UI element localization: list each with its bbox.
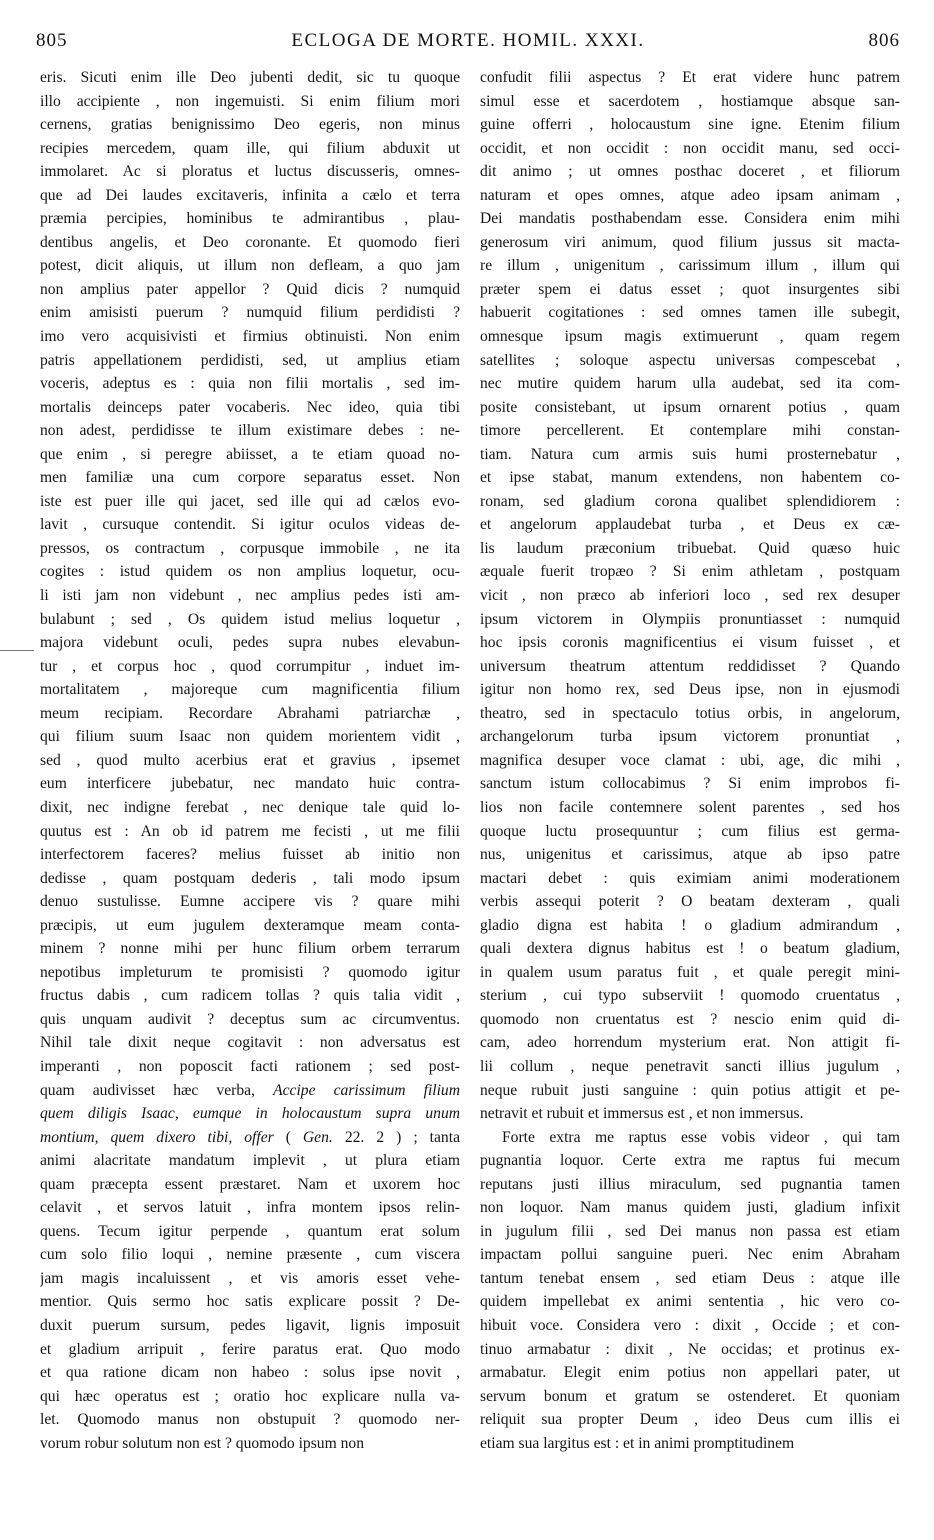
page-header xyxy=(36,30,900,60)
text-line: voceris, adeptus es : quia non filii mortalis , sed im- xyxy=(40,375,460,393)
text-line: Forte extra me raptus esse vobis videor , qui tam xyxy=(502,1128,900,1146)
text-line: gladio digna est habita ! o gladium admirandum , xyxy=(480,916,900,934)
text-line: qui filium suum Isaac non quidem morientem vidit , xyxy=(40,728,460,746)
text-line: simul esse et sacerdotem , hostiamque absque san- xyxy=(480,92,900,110)
text-line: eum interficere jubebatur, nec mandato huic contra- xyxy=(40,775,460,793)
text-line: reputans justi illius miraculum, sed pugnantia tamen xyxy=(480,1175,900,1193)
text-line: guine offerri , holocaustum sine igne. Etenim filium xyxy=(480,116,900,134)
text-line: theatro, sed in spectaculo totius orbis, in angelorum, xyxy=(480,704,900,722)
text-line: nus, unigenitus et carissimus, atque ab ipso patre xyxy=(480,846,900,864)
text-line: iste est puer ille qui jacet, sed ille qui ad cælos evo- xyxy=(40,492,460,510)
text-line: immolaret. Ac si ploratus et luctus discusseris, omnes- xyxy=(40,163,460,181)
text-line: hibuit voce. Considera vero : dixit , Occide ; et con- xyxy=(480,1316,900,1334)
text-line: non loquor. Nam manus quidem justi, gladium infixit xyxy=(480,1199,900,1217)
text-line: impactam pollui sanguine pueri. Nec enim Abraham xyxy=(480,1246,900,1264)
text-line: in jugulum filii , sed Dei manus non passa est etiam xyxy=(480,1222,900,1240)
text-line: Dei mandatis posthabendam esse. Considera enim mihi xyxy=(480,210,900,228)
text-line: jam magis incaluissent , et vis amoris esset vehe- xyxy=(40,1269,460,1287)
text-line: mortalis deinceps pater vocaberis. Nec ideo, quia tibi xyxy=(40,398,460,416)
text-line: æquale fuerit tropæo ? Si enim athletam , postquam xyxy=(480,563,900,581)
text-line: præmia percipies, hominibus te admirantibus , plau- xyxy=(40,210,460,228)
text-line: potest, dicit aliquis, ut illum non defleam, a quo jam xyxy=(40,257,460,275)
text-line: generosum viri animum, quod filium jussus sit macta- xyxy=(480,233,900,251)
text-line: minem ? nonne mihi per hunc filium orbem terrarum xyxy=(40,940,460,958)
text-line: re illum , unigenitum , carissimum illum , illum qui xyxy=(480,257,900,275)
text-line: duxit puerum sursum, pedes ligavit, lignis imposuit xyxy=(40,1316,460,1334)
text-line: denuo sustulisse. Eumne accipere vis ? quare mihi xyxy=(40,893,460,911)
text-line: eris. Sicuti enim ille Deo jubenti dedit, sic tu quoque xyxy=(40,69,460,86)
text-line: imperanti , non poposcit facti rationem ; sed post- xyxy=(40,1057,460,1075)
text-line: satellites ; soloque aspectu universas compescebat , xyxy=(480,351,900,369)
text-line: sanctum istum collocabimus ? Si enim improbos fi- xyxy=(480,775,900,793)
text-line: netravit et rubuit et immersus est , et non immersus. xyxy=(480,1105,804,1123)
text-line: lavit , cursuque contendit. Si igitur oculos videas de- xyxy=(40,516,460,534)
text-line: quens. Tecum igitur perpende , quantum erat solum xyxy=(40,1222,460,1240)
text-line: lii collum , neque penetravit sancti illius jugulum , xyxy=(480,1057,900,1075)
text-line: vicit , non præco ab inferiori loco , sed rex desuper xyxy=(480,587,900,605)
text-line: præter spem ei datus esset ; quot insurgentes sibi xyxy=(480,280,900,298)
text-line: verbis assequi poterit ? O beatam dexteram , quali xyxy=(480,893,900,911)
text-line: cum solo filio loqui , nemine præsente , cum viscera xyxy=(40,1246,460,1264)
text-line: Nihil tale dixit neque cogitavit : non adversatus est xyxy=(40,1034,460,1052)
text-line: tantum tenebat ensem , sed etiam Deus : atque ille xyxy=(480,1269,900,1287)
text-line: quam præcepta essent præstaret. Nam et uxorem hoc xyxy=(40,1175,460,1193)
text-line: dedisse , quam postquam dederis , tali modo ipsum xyxy=(40,869,460,887)
text-line: interfectorem faceres? melius fuisset ab initio non xyxy=(40,846,460,864)
text-line: fructus dabis , cum radicem tollas ? quis talia vidit , xyxy=(40,987,460,1005)
text-line: mactari debet : quis eximiam animi moderationem xyxy=(480,869,900,887)
text-line: non adest, perdidisse te illum existimare debes : ne- xyxy=(40,422,460,440)
text-line: tinuo armabatur : dixit , Ne occidas; et protinus ex- xyxy=(480,1340,900,1358)
text-line: timore percellerent. Et contemplare mihi constan- xyxy=(480,422,900,440)
text-line: dixit, nec indigne ferebat , nec denique tale quid lo- xyxy=(40,798,460,816)
text-line: enim amisisti puerum ? numquid filium perdidisti ? xyxy=(40,304,460,322)
text-line: let. Quomodo manus non obstupuit ? quomodo ner- xyxy=(40,1411,460,1429)
text-line: servum bonum et gratum se ostenderet. Et quoniam xyxy=(480,1387,900,1405)
text-line: occidit, et non occidit : non occidit manu, sed occi- xyxy=(480,139,900,157)
left-column xyxy=(40,66,460,1455)
text-line: recipies mercedem, quam ille, qui filium abduxit ut xyxy=(40,139,460,157)
text-line: universum theatrum attentum reddidisset ? Quando xyxy=(480,657,900,675)
text-line: montium, quem dixero tibi, offer ( Gen. 22. 2 ) ; tanta xyxy=(40,1128,460,1146)
text-line: quem diligis Isaac, eumque in holocaustum supra unum xyxy=(40,1105,460,1123)
text-line: tur , et corpus hoc , quod corrumpitur , induet im- xyxy=(40,657,460,675)
text-line: cernens, gratias benignissimo Deo egeris, non minus xyxy=(40,116,460,134)
text-line: naturam et opes omnes, atque adeo ipsam animam , xyxy=(480,186,900,204)
text-line: que enim , si peregre abiisset, a te etiam quoad no- xyxy=(40,445,460,463)
text-line: animi alacritate mandatum implevit , ut plura etiam xyxy=(40,1152,460,1170)
text-line: et qua ratione dicam non habeo : solus ipse novit , xyxy=(40,1364,460,1382)
text-line: quidem impellebat ex animi sententia , hic vero co- xyxy=(480,1293,900,1311)
text-line: qui hæc operatus est ; oratio hoc explicare nulla va- xyxy=(40,1387,460,1405)
text-line: archangelorum turba ipsum victorem pronuntiat , xyxy=(480,728,900,746)
text-line: nec mutire quidem harum ulla audebat, sed ita com- xyxy=(480,375,900,393)
text-line: vorum robur solutum non est ? quomodo ipsum non xyxy=(40,1434,364,1452)
page-number-left: 805 xyxy=(36,30,68,51)
text-line: quam audivisset hæc verba, Accipe carissimum filium xyxy=(40,1081,460,1099)
page-number-right: 806 xyxy=(868,30,900,51)
right-column xyxy=(480,66,900,1455)
text-line: patris appellationem perdidisti, sed, ut amplius etiam xyxy=(40,351,460,369)
text-line: celavit , et servos latuit , infra montem ipsos relin- xyxy=(40,1199,460,1217)
running-title: ECLOGA DE MORTE. HOMIL. XXXI. xyxy=(291,30,645,51)
text-line: tiam. Natura cum armis suis humi prosternebatur , xyxy=(480,445,900,463)
text-line: bulabunt ; sed , Os quidem istud melius loquetur , xyxy=(40,610,460,628)
text-line: dit animo ; ut omnes posthac doceret , et filiorum xyxy=(480,163,900,181)
margin-mark xyxy=(0,650,34,651)
text-line: et angelorum applaudebat turba , et Deus ex cæ- xyxy=(480,516,900,534)
text-line: non amplius pater appellor ? Quid dicis ? numquid xyxy=(40,280,460,298)
text-line: etiam sua largitus est : et in animi promptitudinem xyxy=(480,1434,795,1452)
text-line: li isti jam non videbunt , nec amplius pedes isti am- xyxy=(40,587,460,605)
text-line: men familiæ una cum corpore separatus esset. Non xyxy=(40,469,460,487)
text-line: habuerit cogitationes : sed omnes tamen ille subegit, xyxy=(480,304,900,322)
text-line: cam, adeo horrendum mysterium erat. Non attigit fi- xyxy=(480,1034,900,1052)
text-line: ipsum victorem in Olympiis pronuntiasset : numquid xyxy=(480,610,900,628)
text-line: illo accipiente , non ingemuisti. Si enim filium mori xyxy=(40,92,460,110)
text-line: igitur non homo rex, sed Deus ipse, non in ejusmodi xyxy=(480,681,900,699)
text-line: omnesque ipsum magis extimuerunt , quam regem xyxy=(480,328,900,346)
text-line: et ipse stabat, manum extendens, non habentem co- xyxy=(480,469,900,487)
text-line: ronam, sed gladium corona qualibet splendidiorem : xyxy=(480,492,900,510)
text-line: imo vero acquisivisti et firmius obtinuisti. Non enim xyxy=(40,328,460,346)
text-line: hoc ipsis coronis magnificentius ei visum fuisset , et xyxy=(480,634,900,652)
text-line: sed , quod multo acerbius erat et gravius , ipsemet xyxy=(40,751,460,769)
text-line: pugnantia loquor. Certe extra me raptus fui mecum xyxy=(480,1152,900,1170)
text-line: neque rubuit justi sanguine : quin potius attigit et pe- xyxy=(480,1081,900,1099)
text-line: dentibus angelis, et Deo coronante. Et quomodo fieri xyxy=(40,233,460,251)
text-line: reliquit sua propter Deum , ideo Deus cum illis ei xyxy=(480,1411,900,1429)
text-line: majora videbunt oculi, pedes supra nubes elevabun- xyxy=(40,634,460,652)
text-line: meum recipiam. Recordare Abrahami patriarchæ , xyxy=(40,704,460,722)
text-line: quomodo non cruentatus est ? nescio enim quid di- xyxy=(480,1010,900,1028)
text-line: cogites : istud quidem os non amplius loquetur, ocu- xyxy=(40,563,460,581)
text-line: lis laudum præconium tribuebat. Quid quæso huic xyxy=(480,539,900,557)
text-line: mentior. Quis sermo hoc satis explicare possit ? De- xyxy=(40,1293,460,1311)
text-line: sterium , cui typo subserviit ! quomodo cruentatus , xyxy=(480,987,900,1005)
text-line: armabatur. Elegit enim potius non appellari pater, ut xyxy=(480,1364,900,1382)
text-line: et gladium arripuit , ferire paratus erat. Quo modo xyxy=(40,1340,460,1358)
text-line: que ad Dei laudes excitaveris, infinita a cælo et terra xyxy=(40,186,460,204)
text-line: quali dextera dignus habitus est ! o beatum gladium, xyxy=(480,940,900,958)
text-line: quoque luctu prosequuntur ; cum filius est germa- xyxy=(480,822,900,840)
text-line: nepotibus impleturum te promisisti ? quomodo igitur xyxy=(40,963,460,981)
text-line: quis unquam audivit ? deceptus sum ac circumventus. xyxy=(40,1010,460,1028)
text-line: mortalitatem , majoreque cum magnificentia filium xyxy=(40,681,460,699)
text-line: posite consistebant, ut ipsum ornarent potius , quam xyxy=(480,398,900,416)
text-line: pressos, os contractum , corpusque immobile , ne ita xyxy=(40,539,460,557)
text-line: in qualem usum paratus fuit , et quale peregit mini- xyxy=(480,963,900,981)
text-line: magnifica desuper voce clamat : ubi, age, dic mihi , xyxy=(480,751,900,769)
text-line: lios non facile contemnere solent parentes , sed hos xyxy=(480,798,900,816)
text-line: quutus est : An ob id patrem me fecisti , ut me filii xyxy=(40,822,460,840)
text-line: confudit filii aspectus ? Et erat videre hunc patrem xyxy=(480,69,900,86)
text-line: præcipis, ut eum jugulem dexteramque meam conta- xyxy=(40,916,460,934)
